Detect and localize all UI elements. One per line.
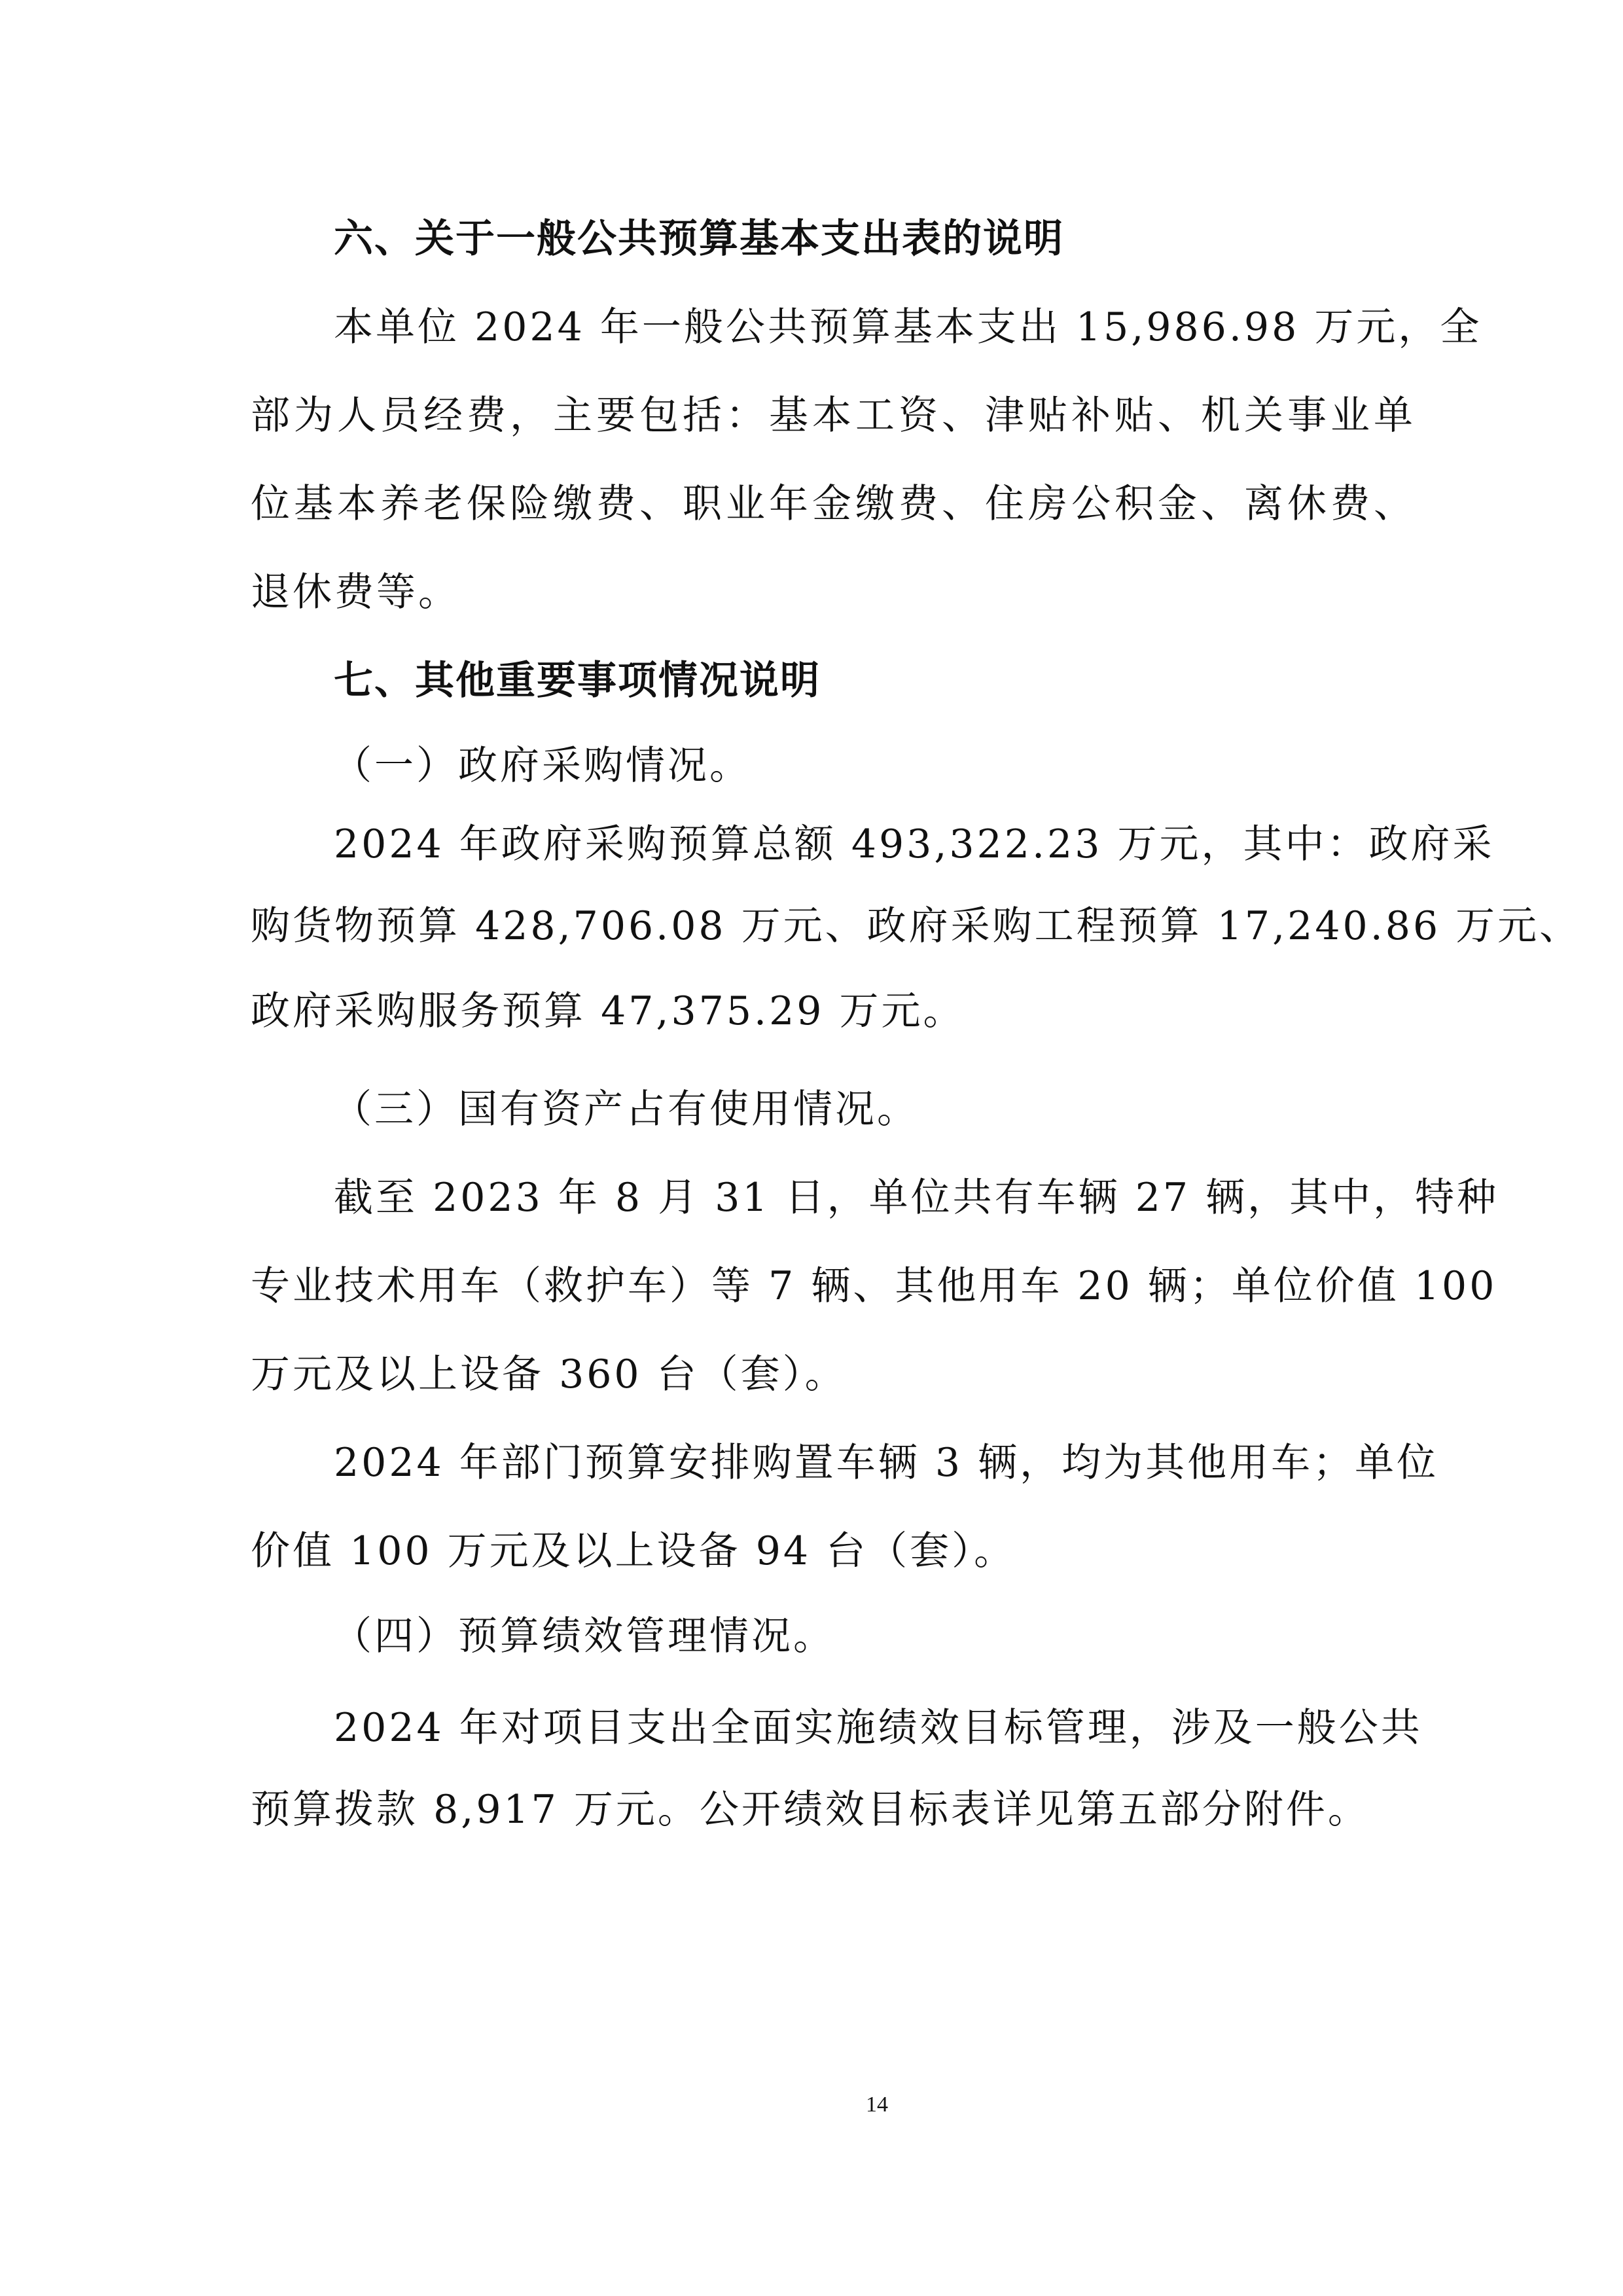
assets-line-3: 万元及以上设备 360 台（套）。 bbox=[251, 1352, 847, 1397]
page-number: 14 bbox=[866, 2092, 888, 2117]
vehicle-purchase-line-1: 2024 年部门预算安排购置车辆 3 辆，均为其他用车；单位 bbox=[334, 1440, 1439, 1486]
performance-title: （四）预算绩效管理情况。 bbox=[332, 1613, 835, 1659]
section6-paragraph-line-2: 部为人员经费，主要包括：基本工资、津贴补贴、机关事业单 bbox=[251, 393, 1416, 439]
procurement-title: （一）政府采购情况。 bbox=[332, 743, 751, 789]
assets-line-2: 专业技术用车（救护车）等 7 辆、其他用车 20 辆；单位价值 100 bbox=[251, 1263, 1497, 1309]
section7-heading: 七、其他重要事项情况说明 bbox=[334, 658, 821, 704]
assets-title: （三）国有资产占有使用情况。 bbox=[332, 1086, 919, 1132]
section6-paragraph-line-1: 本单位 2024 年一般公共预算基本支出 15,986.98 万元，全 bbox=[334, 304, 1482, 350]
performance-line-1: 2024 年对项目支出全面实施绩效目标管理，涉及一般公共 bbox=[334, 1705, 1423, 1751]
procurement-line-1: 2024 年政府采购预算总额 493,322.23 万元，其中：政府采 bbox=[334, 821, 1495, 867]
performance-line-2: 预算拨款 8,917 万元。公开绩效目标表详见第五部分附件。 bbox=[251, 1787, 1370, 1833]
vehicle-purchase-line-2: 价值 100 万元及以上设备 94 台（套）。 bbox=[251, 1528, 1016, 1574]
procurement-line-2: 购货物预算 428,706.08 万元、政府采购工程预算 17,240.86 万元、 bbox=[251, 903, 1582, 949]
procurement-line-3: 政府采购服务预算 47,375.29 万元。 bbox=[251, 988, 965, 1034]
section6-paragraph-line-3: 位基本养老保险缴费、职业年金缴费、住房公积金、离休费、 bbox=[251, 481, 1416, 527]
section6-paragraph-line-4: 退休费等。 bbox=[251, 569, 460, 615]
assets-line-1: 截至 2023 年 8 月 31 日，单位共有车辆 27 辆，其中，特种 bbox=[334, 1175, 1499, 1221]
section6-heading: 六、关于一般公共预算基本支出表的说明 bbox=[334, 216, 1064, 262]
